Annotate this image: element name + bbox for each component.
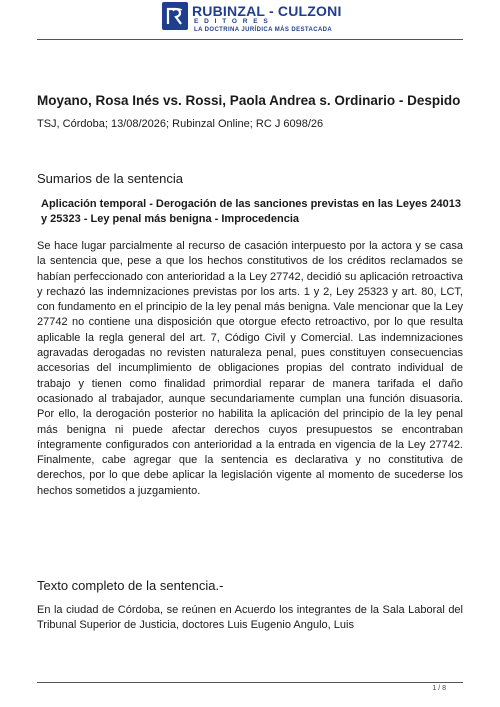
publisher-logo <box>162 2 362 36</box>
logo-emblem-icon <box>162 2 188 30</box>
summaries-heading: Sumarios de la sentencia <box>37 171 183 186</box>
page-header <box>0 0 500 40</box>
case-citation: TSJ, Córdoba; 13/08/2026; Rubinzal Online; RC J 6098/26 <box>37 118 324 130</box>
summary-topic: Aplicación temporal - Derogación de las sanciones previstas en las Leyes 24013 y 25323 - Ley penal más benigna - Improcedencia <box>41 198 462 225</box>
brand-tagline: LA DOCTRINA JURÍDICA MÁS DESTACADA <box>194 27 333 33</box>
summary-paragraph: Se hace lugar parcialmente al recurso de casación interpuesto por la actora y se casa la sentencia que, pese a que los hechos constitutivos de los créditos reclamados se habían perfeccionado con anterioridad a la Ley 27742, decidió su aplicación retroactiva y rechazó las indemnizaciones previstas por los arts. 1 y 2, Ley 25323 y art. 80, LCT, con fundamento en el principio de la ley penal más benigna. Vale mencionar que la Ley 27742 no contiene una disposición que otorgue efecto retroactivo, por lo que resulta aplicable la regla general del art. 7, Código Civil y Comercial. Las indemnizaciones agravadas derogadas no revisten naturaleza penal, pues constituyen consecuencias accesorias del incumplimiento de obligaciones propias del contrato individual de trabajo y tienen como finalidad primordial reparar de manera tarifada el daño ocasionado al trabajador, aunque secundariamente cumplan una función disuasoria. Por ello, la derogación posterior no habilita la aplicación del principio de la ley penal más benigna ni puede afectar derechos cuyos presupuestos se encontraban íntegramente configurados con anterioridad a la entrada en vigencia de la Ley 27742. Finalmente, cabe agregar que la sentencia es declarativa y no constitutiva de derechos, por lo que debe aplicar la legislación vigente al momento de sucederse los hechos sometidos a juzgamiento. <box>37 240 463 497</box>
header-rule <box>37 39 463 40</box>
brand-subtitle: EDITORES <box>194 18 274 25</box>
case-title: Moyano, Rosa Inés vs. Rossi, Paola Andrea s. Ordinario - Despido <box>37 93 461 108</box>
footer-rule <box>37 682 463 683</box>
brand-name: RUBINZAL - CULZONI <box>192 3 342 19</box>
full-text-heading: Texto completo de la sentencia.- <box>37 578 224 593</box>
full-text-paragraph: En la ciudad de Córdoba, se reúnen en Acuerdo los integrantes de la Sala Laboral del Tribunal Superior de Justicia, doctores Luis Eugenio Angulo, Luis <box>37 604 463 632</box>
page-number: 1 / 8 <box>432 685 446 692</box>
